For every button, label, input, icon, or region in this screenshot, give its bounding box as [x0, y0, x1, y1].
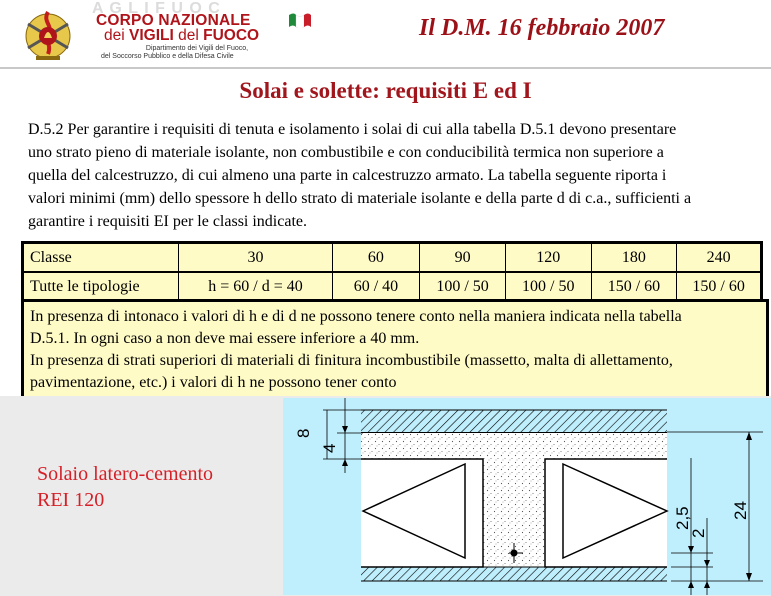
fire-brigade-emblem-icon — [14, 4, 84, 62]
table-cell: Tutte le tipologie — [23, 272, 179, 301]
table-cell: 30 — [179, 243, 332, 273]
vvf-logo — [0, 0, 330, 66]
logo-line-2-suffix: del — [173, 27, 204, 44]
dim-label-4: 4 — [320, 443, 339, 453]
rebar-icon — [511, 550, 518, 557]
diagram-caption — [37, 461, 213, 513]
body-paragraph — [28, 118, 766, 233]
table-cell: 90 — [420, 243, 506, 273]
table-cell: Classe — [23, 243, 179, 273]
note-line: In presenza di intonaco i valori di h e di d ne possono tenere conto nella maniera indicata nella tabella — [30, 308, 682, 325]
logo-line-2 — [104, 27, 259, 45]
table-header-row — [23, 243, 762, 273]
note-line: In presenza di strati superiori di materiali di finitura incombustibile (massetto, malta di allettamento, — [30, 352, 673, 369]
dim-arrow — [342, 426, 348, 433]
slide-header — [0, 0, 771, 68]
dim-arrow — [746, 432, 752, 440]
top-concrete-texture — [361, 433, 667, 459]
table-cell: 60 — [332, 243, 420, 273]
logo-line-2-bold: VIGILI — [129, 27, 174, 44]
logo-line-2-prefix: dei — [104, 27, 129, 44]
dim-arrow — [688, 546, 694, 553]
bottom-plaster-layer — [361, 567, 667, 581]
slab-section-diagram — [283, 398, 771, 595]
table-cell: 100 / 50 — [505, 272, 591, 301]
dim-arrow — [704, 581, 710, 588]
note-line: pavimentazione, etc.) i valori di h ne possono tener conto — [30, 374, 397, 391]
dim-label-2: 2 — [689, 528, 708, 538]
note-line: D.5.1. In ogni caso a non deve mai essere inferiore a 40 mm. — [30, 330, 420, 347]
paragraph-line: valori minimi (mm) dello spessore h dello strato di materiale isolante e della parte d di c.a., sufficienti a — [28, 190, 692, 207]
logo-line-1: CORPO NAZIONALE — [96, 12, 251, 29]
table-cell: 150 / 60 — [677, 272, 762, 301]
paragraph-line: garantire i requisiti EI per le classi indicate. — [28, 213, 307, 230]
dim-arrow — [746, 573, 752, 581]
dim-arrow — [342, 459, 348, 466]
dim-label-24: 24 — [731, 501, 750, 520]
dim-arrow — [688, 581, 694, 588]
logo-dept-line-1: Dipartimento dei Vigili del Fuoco, — [145, 45, 249, 52]
table-cell: h = 60 / d = 40 — [179, 272, 332, 301]
caption-line-2: REI 120 — [37, 489, 105, 511]
header-title: Il D.M. 16 febbraio 2007 — [419, 15, 665, 41]
paragraph-line: D.5.2 Per garantire i requisiti di tenuta e isolamento i solai di cui alla tabella D.5.1 devono presentare — [28, 121, 677, 138]
table-note — [21, 299, 769, 399]
paragraph-line: quella del calcestruzzo, di cui almeno una parte in calcestruzzo armato. La tabella seguente riporta i — [28, 167, 667, 184]
table-row — [23, 272, 762, 301]
italian-flag-icon — [288, 12, 312, 28]
dim-arrow — [704, 560, 710, 567]
dim-label-8: 8 — [294, 428, 313, 438]
caption-line-1: Solaio latero-cemento — [37, 463, 214, 485]
logo-line-2-bold2: FUOCO — [203, 27, 260, 44]
header-divider — [0, 67, 771, 69]
table-cell: 120 — [505, 243, 591, 273]
dim-label-2-5: 2,5 — [673, 506, 692, 530]
paragraph-line: uno strato pieno di materiale isolante, non combustibile e con conducibilità termica non superiore a — [28, 144, 664, 161]
logo-ghost-text: A G L I F U O C — [92, 0, 221, 17]
logo-dept-line-2: del Soccorso Pubblico e della Difesa Civile — [101, 53, 234, 60]
table-cell: 60 / 40 — [332, 272, 420, 301]
slide-title: Solai e solette: requisiti E ed I — [239, 78, 532, 103]
table-cell: 240 — [677, 243, 762, 273]
table-cell: 150 / 60 — [591, 272, 677, 301]
table-cell: 100 / 50 — [420, 272, 506, 301]
requirements-table — [21, 241, 763, 301]
table-cell: 180 — [591, 243, 677, 273]
top-finish-layer — [361, 410, 667, 432]
